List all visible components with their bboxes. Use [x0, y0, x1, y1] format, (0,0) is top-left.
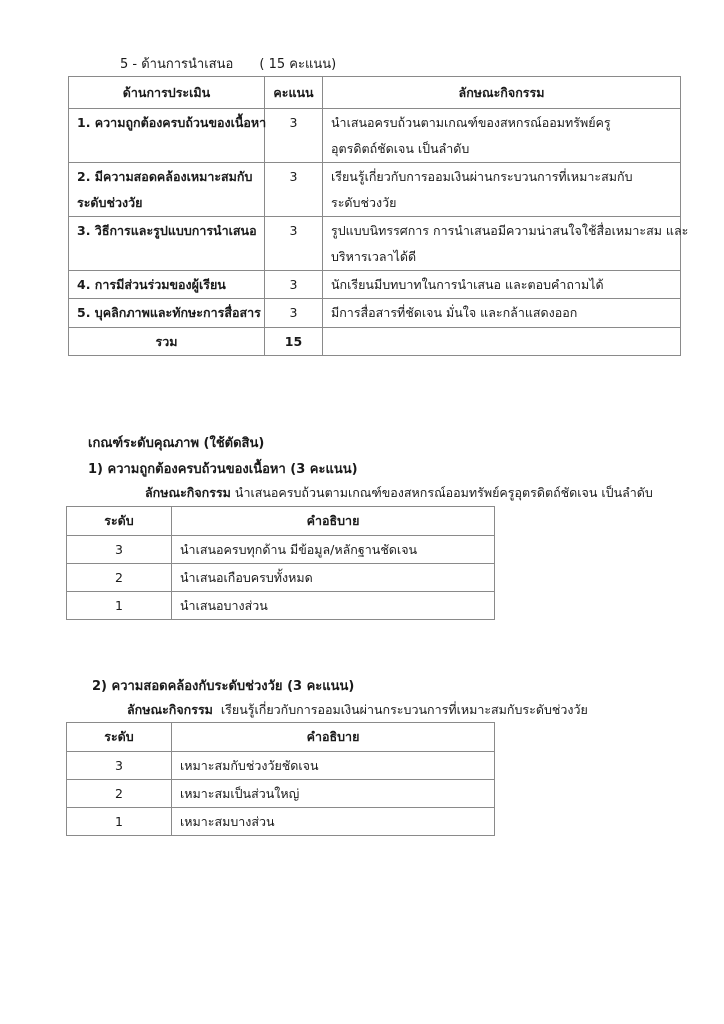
level-cell: 1 — [67, 808, 172, 836]
header-description: คำอธิบาย — [172, 723, 495, 752]
level-cell: 3 — [67, 752, 172, 780]
criterion-cell — [69, 217, 265, 271]
criterion-text-line2: ระดับช่วงวัย — [77, 195, 143, 210]
description-cell: เหมาะสมเป็นส่วนใหญ่ — [172, 780, 495, 808]
table-row — [69, 299, 681, 328]
activity-label: ลักษณะกิจกรรม — [145, 485, 231, 500]
activity-cell — [323, 109, 681, 163]
activity-line: บริหารเวลาได้ดี — [331, 249, 417, 264]
header-level: ระดับ — [67, 507, 172, 536]
activity-cell — [323, 271, 681, 299]
total-label: รวม — [69, 328, 265, 356]
activity-line: อุตรดิตถ์ชัดเจน เป็นลำดับ — [331, 141, 470, 156]
table-row — [69, 271, 681, 299]
criterion-text: 5. บุคลิกภาพและทักษะการสื่อสาร — [77, 305, 261, 320]
rubric-activity — [145, 483, 653, 503]
table-header-row — [69, 77, 681, 109]
score-cell: 3 — [265, 217, 323, 271]
level-cell: 1 — [67, 592, 172, 620]
header-level: ระดับ — [67, 723, 172, 752]
criterion-cell — [69, 271, 265, 299]
activity-cell — [323, 217, 689, 271]
activity-text: นำเสนอครบถ้วนตามเกณฑ์ของสหกรณ์ออมทรัพย์ครูอุตรดิตถ์ชัดเจน เป็นลำดับ — [234, 485, 653, 500]
score-cell: 3 — [265, 109, 323, 163]
presentation-criteria-table — [68, 76, 689, 356]
activity-line: นักเรียนมีบทบาทในการนำเสนอ และตอบคำถามได้ — [331, 277, 604, 292]
section-title: 5 - ด้านการนำเสนอ — [120, 57, 234, 72]
rubric-activity — [127, 700, 588, 720]
section-heading — [120, 53, 336, 74]
description-cell: นำเสนอเกือบครบทั้งหมด — [172, 564, 495, 592]
table-row — [67, 808, 495, 836]
total-score: 15 — [265, 328, 323, 356]
description-cell: เหมาะสมบางส่วน — [172, 808, 495, 836]
section-points: ( 15 คะแนน) — [259, 57, 337, 72]
table-header-row — [67, 507, 495, 536]
rubric-table-content — [66, 506, 495, 620]
activity-line: เรียนรู้เกี่ยวกับการออมเงินผ่านกระบวนการที่เหมาะสมกับ — [331, 169, 633, 184]
activity-line: มีการสื่อสารที่ชัดเจน มั่นใจ และกล้าแสดงออก — [331, 305, 578, 320]
description-cell: นำเสนอบางส่วน — [172, 592, 495, 620]
table-row — [67, 752, 495, 780]
activity-line: นำเสนอครบถ้วนตามเกณฑ์ของสหกรณ์ออมทรัพย์ครู — [331, 115, 611, 130]
header-activity: ลักษณะกิจกรรม — [323, 77, 681, 109]
criterion-text: 4. การมีส่วนร่วมของผู้เรียน — [77, 277, 226, 292]
table-row — [67, 780, 495, 808]
header-score: คะแนน — [265, 77, 323, 109]
description-cell: เหมาะสมกับช่วงวัยชัดเจน — [172, 752, 495, 780]
description-cell: นำเสนอครบทุกด้าน มีข้อมูล/หลักฐานชัดเจน — [172, 536, 495, 564]
table-row — [67, 564, 495, 592]
total-row — [69, 328, 681, 356]
table-row — [69, 109, 681, 163]
table-row — [67, 536, 495, 564]
score-cell: 3 — [265, 299, 323, 328]
criterion-cell — [69, 299, 265, 328]
activity-line: รูปแบบนิทรรศการ การนำเสนอมีความน่าสนใจใช้สื่อเหมาะสม และ — [331, 223, 689, 238]
table-header-row — [67, 723, 495, 752]
activity-text: เรียนรู้เกี่ยวกับการออมเงินผ่านกระบวนการที่เหมาะสมกับระดับช่วงวัย — [220, 702, 588, 717]
score-cell: 3 — [265, 271, 323, 299]
criterion-cell — [69, 109, 265, 163]
level-cell: 2 — [67, 780, 172, 808]
level-cell: 2 — [67, 564, 172, 592]
activity-label: ลักษณะกิจกรรม — [127, 702, 213, 717]
criterion-text: 2. มีความสอดคล้องเหมาะสมกับ — [77, 169, 253, 184]
table-row — [69, 217, 681, 271]
score-cell: 3 — [265, 163, 323, 217]
total-empty-cell — [323, 328, 681, 356]
criterion-cell — [69, 163, 265, 217]
header-criterion: ด้านการประเมิน — [69, 77, 265, 109]
rubric-heading: 2) ความสอดคล้องกับระดับช่วงวัย (3 คะแนน) — [92, 679, 355, 694]
activity-cell — [323, 299, 681, 328]
header-description: คำอธิบาย — [172, 507, 495, 536]
level-cell: 3 — [67, 536, 172, 564]
activity-cell — [323, 163, 681, 217]
rubric-table-age — [66, 722, 495, 836]
rubric-heading: 1) ความถูกต้องครบถ้วนของเนื้อหา (3 คะแนน) — [88, 462, 358, 477]
criterion-text: 1. ความถูกต้องครบถ้วนของเนื้อหา — [77, 115, 267, 130]
criterion-text: 3. วิธีการและรูปแบบการนำเสนอ — [77, 223, 257, 238]
table-row — [67, 592, 495, 620]
table-row — [69, 163, 681, 217]
rubric-title: เกณฑ์ระดับคุณภาพ (ใช้ตัดสิน) — [88, 436, 265, 451]
activity-line: ระดับช่วงวัย — [331, 195, 397, 210]
